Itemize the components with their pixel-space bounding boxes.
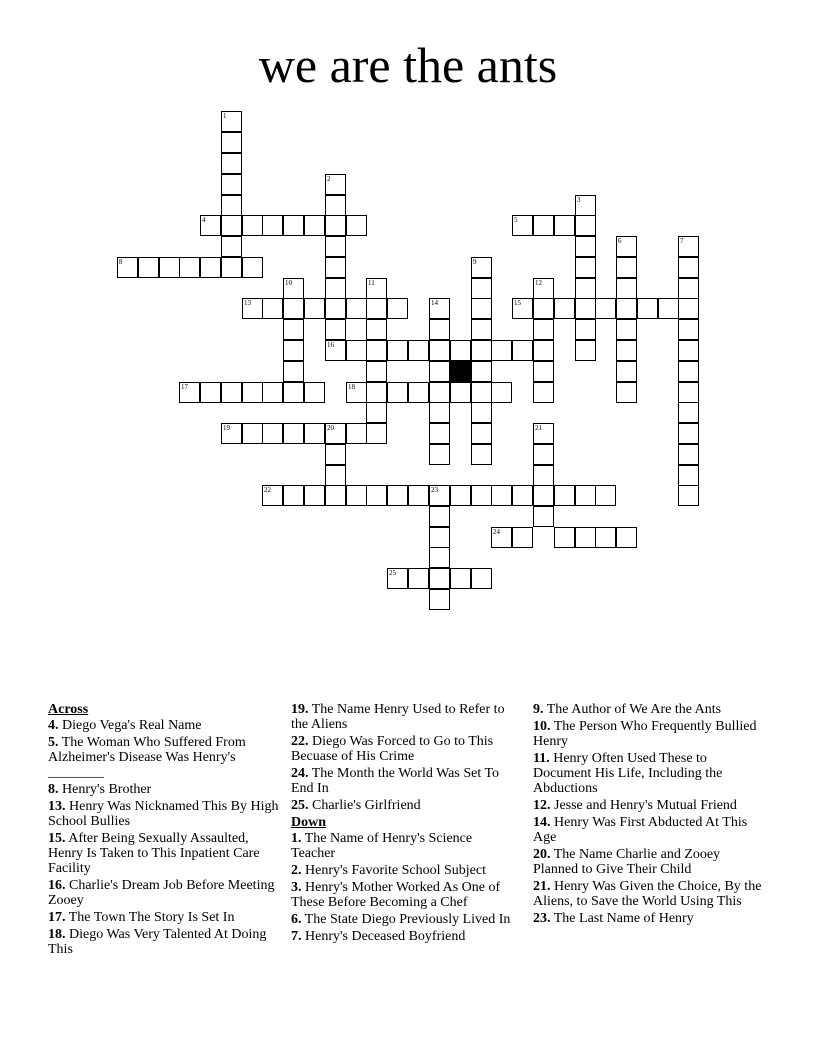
clue-item	[533, 815, 763, 845]
grid-cell[interactable]	[533, 382, 554, 403]
grid-cell[interactable]	[387, 568, 408, 589]
grid-cell[interactable]	[554, 298, 575, 319]
grid-cell[interactable]	[366, 382, 387, 403]
clue-item	[48, 878, 280, 908]
grid-cell[interactable]	[491, 382, 512, 403]
grid-cell[interactable]	[346, 215, 367, 236]
grid-cell[interactable]	[429, 527, 450, 548]
clue-number: 7.	[291, 929, 302, 944]
clue-item	[533, 911, 763, 926]
clue-item	[291, 798, 516, 813]
grid-cell[interactable]	[678, 340, 699, 361]
clue-item	[48, 910, 280, 925]
grid-cell[interactable]	[221, 215, 242, 236]
clue-item	[533, 702, 763, 717]
grid-cell[interactable]	[262, 485, 283, 506]
grid-cell[interactable]	[304, 382, 325, 403]
clue-item	[48, 927, 280, 957]
grid-cell[interactable]	[471, 402, 492, 423]
clue-text: Henry's Brother	[58, 782, 152, 797]
grid-cell[interactable]	[575, 215, 596, 236]
clue-text: Jesse and Henry's Mutual Friend	[550, 798, 737, 813]
clue-item	[533, 751, 763, 796]
grid-cell[interactable]	[575, 236, 596, 257]
clue-text: Diego Vega's Real Name	[58, 718, 202, 733]
page-title: we are the ants	[258, 37, 558, 93]
grid-cell[interactable]	[262, 215, 283, 236]
grid-cell[interactable]	[471, 278, 492, 299]
clue-item	[291, 831, 516, 861]
grid-cell[interactable]	[283, 382, 304, 403]
clue-column-1	[48, 702, 280, 959]
grid-cell[interactable]	[512, 527, 533, 548]
grid-cell[interactable]	[471, 382, 492, 403]
clue-number: 13.	[48, 799, 66, 814]
clue-item	[48, 831, 280, 876]
grid-cell[interactable]	[262, 382, 283, 403]
clue-heading: Across	[48, 702, 89, 717]
clue-text: The Last Name of Henry	[550, 911, 694, 926]
grid-cell[interactable]	[366, 340, 387, 361]
clue-item	[291, 766, 516, 796]
grid-cell[interactable]	[283, 278, 304, 299]
clue-number: 24	[493, 528, 500, 536]
clue-number: 22	[264, 486, 271, 494]
clue-number: 19.	[291, 702, 309, 717]
clue-number: 19	[223, 424, 230, 432]
grid-cell[interactable]	[678, 257, 699, 278]
grid-cell[interactable]	[678, 465, 699, 486]
grid-cell[interactable]	[595, 527, 616, 548]
grid-cell[interactable]	[512, 340, 533, 361]
clue-number: 20	[327, 424, 334, 432]
clue-text: The Month the World Was Set To End In	[291, 766, 500, 796]
grid-cell[interactable]	[678, 319, 699, 340]
grid-cell[interactable]	[678, 298, 699, 319]
grid-cell[interactable]	[512, 298, 533, 319]
clue-number: 7	[680, 237, 684, 245]
clue-number: 2.	[291, 863, 302, 878]
grid-cell[interactable]	[325, 257, 346, 278]
grid-cell[interactable]	[408, 485, 429, 506]
grid-cell[interactable]	[429, 444, 450, 465]
grid-cell[interactable]	[408, 382, 429, 403]
grid-cell[interactable]	[533, 444, 554, 465]
clue-column-3	[533, 702, 763, 928]
clue-number: 5	[514, 216, 518, 224]
grid-cell[interactable]	[221, 236, 242, 257]
grid-cell[interactable]	[575, 195, 596, 216]
grid-cell[interactable]	[450, 485, 471, 506]
clue-text: Henry Was Nicknamed This By High School Bullies	[48, 799, 279, 829]
clue-number: 1	[223, 112, 227, 120]
clue-number: 14	[431, 299, 438, 307]
clue-text: The Author of We Are the Ants	[543, 702, 722, 717]
grid-cell[interactable]	[575, 257, 596, 278]
grid-cell[interactable]	[637, 298, 658, 319]
grid-cell[interactable]	[616, 319, 637, 340]
grid-cell[interactable]	[678, 382, 699, 403]
clue-text: The Town The Story Is Set In	[65, 910, 235, 925]
clue-item	[533, 719, 763, 749]
clue-heading: Down	[291, 815, 327, 830]
grid-cell[interactable]	[450, 568, 471, 589]
grid-cell[interactable]	[179, 382, 200, 403]
grid-cell[interactable]	[471, 568, 492, 589]
clue-item	[291, 863, 516, 878]
grid-cell[interactable]	[471, 361, 492, 382]
grid-cell[interactable]	[512, 485, 533, 506]
grid-cell[interactable]	[554, 215, 575, 236]
clue-text: Henry Was Given the Choice, By the Aliens, to Save the World Using This	[533, 879, 762, 909]
grid-cell[interactable]	[512, 215, 533, 236]
grid-cell[interactable]	[325, 485, 346, 506]
grid-cell[interactable]	[533, 361, 554, 382]
grid-cell[interactable]	[304, 298, 325, 319]
grid-cell[interactable]	[262, 298, 283, 319]
clue-text: Henry Often Used These to Document His Life, Including the Abductions	[533, 751, 723, 796]
clue-number: 4.	[48, 718, 59, 733]
grid-cell[interactable]	[678, 236, 699, 257]
grid-cell[interactable]	[429, 382, 450, 403]
grid-cell[interactable]	[429, 506, 450, 527]
clue-number: 15	[514, 299, 521, 307]
grid-cell[interactable]	[533, 298, 554, 319]
clue-number: 17	[181, 383, 188, 391]
grid-cell[interactable]	[221, 423, 242, 444]
clue-number: 11	[368, 279, 375, 287]
grid-cell[interactable]	[595, 298, 616, 319]
clue-number: 4	[202, 216, 206, 224]
grid-cell[interactable]	[242, 382, 263, 403]
grid-cell[interactable]	[200, 257, 221, 278]
clue-number: 23	[431, 486, 438, 494]
grid-cell[interactable]	[429, 402, 450, 423]
grid-cell[interactable]	[221, 111, 242, 132]
grid-cell[interactable]	[242, 215, 263, 236]
grid-cell[interactable]	[429, 589, 450, 610]
grid-cell[interactable]	[200, 382, 221, 403]
grid-cell[interactable]	[408, 340, 429, 361]
grid-cell[interactable]	[595, 485, 616, 506]
grid-cell[interactable]	[387, 485, 408, 506]
grid-cell[interactable]	[429, 319, 450, 340]
grid-cell[interactable]	[221, 153, 242, 174]
clue-text: The Person Who Frequently Bullied Henry	[533, 719, 757, 749]
grid-cell[interactable]	[325, 215, 346, 236]
clue-text: Charlie's Girlfriend	[308, 798, 421, 813]
clue-text: The Name Charlie and Zooey Planned to Give Their Child	[533, 847, 721, 877]
grid-cell[interactable]	[366, 361, 387, 382]
grid-cell[interactable]	[616, 257, 637, 278]
clue-number: 13	[244, 299, 251, 307]
clue-number: 6.	[291, 912, 302, 927]
clue-number: 3	[577, 196, 581, 204]
clue-item	[48, 718, 280, 733]
grid-cell[interactable]	[471, 340, 492, 361]
clue-number: 5.	[48, 735, 59, 750]
clue-number: 10	[285, 279, 292, 287]
clue-number: 24.	[291, 766, 309, 781]
clue-number: 9	[473, 258, 477, 266]
clue-number: 25.	[291, 798, 309, 813]
grid-cell[interactable]	[221, 195, 242, 216]
clue-item	[533, 798, 763, 813]
grid-cell[interactable]	[325, 465, 346, 486]
grid-cell[interactable]	[554, 527, 575, 548]
clue-number: 11.	[533, 751, 550, 766]
clue-number: 12.	[533, 798, 551, 813]
grid-cell[interactable]	[283, 361, 304, 382]
clue-number: 21	[535, 424, 542, 432]
grid-cell[interactable]	[471, 444, 492, 465]
clue-text: Henry's Deceased Boyfriend	[301, 929, 466, 944]
clue-number: 17.	[48, 910, 66, 925]
clue-number: 16	[327, 341, 334, 349]
grid-cell[interactable]	[616, 527, 637, 548]
grid-cell[interactable]	[242, 423, 263, 444]
grid-cell[interactable]	[533, 319, 554, 340]
grid-cell[interactable]	[325, 236, 346, 257]
clue-text: The Name Henry Used to Refer to the Aliens	[291, 702, 505, 732]
grid-cell[interactable]	[450, 382, 471, 403]
grid-cell[interactable]	[325, 195, 346, 216]
grid-cell[interactable]	[325, 340, 346, 361]
grid-cell[interactable]	[678, 361, 699, 382]
grid-cell[interactable]	[366, 319, 387, 340]
grid-cell[interactable]	[450, 340, 471, 361]
grid-cell[interactable]	[346, 298, 367, 319]
grid-cell[interactable]	[429, 568, 450, 589]
clue-number: 8.	[48, 782, 59, 797]
grid-cell[interactable]	[200, 215, 221, 236]
clue-number: 20.	[533, 847, 551, 862]
grid-cell[interactable]	[387, 340, 408, 361]
clue-item	[291, 734, 516, 764]
grid-cell[interactable]	[491, 485, 512, 506]
clue-number: 8	[119, 258, 123, 266]
grid-cell[interactable]	[304, 215, 325, 236]
grid-cell[interactable]	[283, 319, 304, 340]
grid-cell[interactable]	[346, 340, 367, 361]
grid-cell[interactable]	[471, 298, 492, 319]
clue-column-2	[291, 702, 516, 946]
grid-cell[interactable]	[387, 382, 408, 403]
clue-number: 16.	[48, 878, 66, 893]
clue-number: 14.	[533, 815, 551, 830]
grid-cell[interactable]	[678, 444, 699, 465]
grid-cell[interactable]	[471, 423, 492, 444]
grid-cell[interactable]	[575, 527, 596, 548]
grid-cell[interactable]	[366, 485, 387, 506]
clue-number: 12	[535, 279, 542, 287]
grid-cell[interactable]	[283, 423, 304, 444]
grid-cell[interactable]	[429, 547, 450, 568]
grid-cell[interactable]	[304, 423, 325, 444]
grid-cell[interactable]	[678, 402, 699, 423]
grid-cell[interactable]	[533, 485, 554, 506]
grid-cell[interactable]	[159, 257, 180, 278]
clue-text: Henry's Mother Worked As One of These Before Becoming a Chef	[291, 880, 501, 910]
grid-cell[interactable]	[616, 340, 637, 361]
grid-cell[interactable]	[429, 485, 450, 506]
grid-cell[interactable]	[616, 298, 637, 319]
clue-text: Charlie's Dream Job Before Meeting Zooey	[48, 878, 275, 908]
grid-cell[interactable]	[429, 423, 450, 444]
grid-cell[interactable]	[283, 298, 304, 319]
grid-cell[interactable]	[387, 298, 408, 319]
grid-cell[interactable]	[533, 465, 554, 486]
clue-item	[48, 799, 280, 829]
clue-number: 18	[348, 383, 355, 391]
grid-cell[interactable]	[325, 319, 346, 340]
clue-item	[291, 912, 516, 927]
grid-cell[interactable]	[221, 174, 242, 195]
grid-cell[interactable]	[616, 382, 637, 403]
clue-text: Henry Was First Abducted At This Age	[533, 815, 748, 845]
clue-text: The State Diego Previously Lived In	[301, 912, 511, 927]
clue-number: 15.	[48, 831, 66, 846]
grid-cell[interactable]	[658, 298, 679, 319]
grid-cell[interactable]	[117, 257, 138, 278]
grid-cell[interactable]	[346, 423, 367, 444]
grid-cell[interactable]	[366, 278, 387, 299]
grid-cell[interactable]	[221, 132, 242, 153]
grid-cell[interactable]	[283, 215, 304, 236]
grid-cell[interactable]	[616, 361, 637, 382]
grid-cell[interactable]	[366, 402, 387, 423]
grid-cell[interactable]	[346, 382, 367, 403]
grid-cell[interactable]	[262, 423, 283, 444]
clue-number: 3.	[291, 880, 302, 895]
grid-cell[interactable]	[283, 340, 304, 361]
clue-item	[533, 879, 763, 909]
grid-cell[interactable]	[678, 485, 699, 506]
clue-item	[291, 929, 516, 944]
clue-text: Diego Was Very Talented At Doing This	[48, 927, 267, 957]
clue-text: Henry's Favorite School Subject	[301, 863, 486, 878]
grid-cell[interactable]	[678, 278, 699, 299]
grid-cell[interactable]	[325, 278, 346, 299]
grid-cell[interactable]	[533, 215, 554, 236]
grid-cell[interactable]	[304, 485, 325, 506]
grid-cell[interactable]	[575, 319, 596, 340]
grid-cell[interactable]	[471, 257, 492, 278]
clue-text: Diego Was Forced to Go to This Becuase of His Crime	[291, 734, 494, 764]
grid-cell[interactable]	[221, 382, 242, 403]
grid-cell[interactable]	[471, 485, 492, 506]
clue-number: 10.	[533, 719, 551, 734]
grid-cell[interactable]	[366, 423, 387, 444]
grid-cell[interactable]	[533, 340, 554, 361]
grid-cell[interactable]	[533, 278, 554, 299]
grid-cell[interactable]	[616, 236, 637, 257]
clue-text: After Being Sexually Assaulted, Henry Is Taken to This Inpatient Care Facility	[48, 831, 260, 876]
grid-cell[interactable]	[575, 278, 596, 299]
grid-cell[interactable]	[325, 298, 346, 319]
grid-cell[interactable]	[575, 340, 596, 361]
grid-cell[interactable]	[491, 340, 512, 361]
clue-number: 6	[618, 237, 622, 245]
clue-number: 22.	[291, 734, 309, 749]
grid-cell[interactable]	[429, 361, 450, 382]
clue-number: 23.	[533, 911, 551, 926]
grid-cell[interactable]	[179, 257, 200, 278]
grid-cell[interactable]	[325, 423, 346, 444]
grid-cell[interactable]	[575, 485, 596, 506]
grid-cell[interactable]	[554, 485, 575, 506]
grid-cell[interactable]	[533, 423, 554, 444]
black-cell	[450, 361, 471, 382]
clue-number: 25	[389, 569, 396, 577]
clue-item	[533, 847, 763, 877]
grid-cell[interactable]	[346, 485, 367, 506]
grid-cell[interactable]	[242, 298, 263, 319]
clue-item	[48, 735, 280, 780]
clue-number: 2	[327, 175, 331, 183]
grid-cell[interactable]	[491, 527, 512, 548]
grid-cell[interactable]	[471, 319, 492, 340]
grid-cell[interactable]	[678, 423, 699, 444]
grid-cell[interactable]	[221, 257, 242, 278]
grid-cell[interactable]	[325, 174, 346, 195]
grid-cell[interactable]	[283, 485, 304, 506]
clue-number: 18.	[48, 927, 66, 942]
grid-cell[interactable]	[429, 340, 450, 361]
clue-text: The Name of Henry's Science Teacher	[291, 831, 473, 861]
grid-cell[interactable]	[138, 257, 159, 278]
clue-number: 9.	[533, 702, 544, 717]
grid-cell[interactable]	[533, 506, 554, 527]
clue-item	[291, 702, 516, 732]
clue-number: 1.	[291, 831, 302, 846]
grid-cell[interactable]	[429, 298, 450, 319]
grid-cell[interactable]	[575, 298, 596, 319]
grid-cell[interactable]	[242, 257, 263, 278]
clue-number: 21.	[533, 879, 551, 894]
clue-item	[291, 880, 516, 910]
grid-cell[interactable]	[616, 278, 637, 299]
grid-cell[interactable]	[325, 444, 346, 465]
grid-cell[interactable]	[366, 298, 387, 319]
clue-text: The Woman Who Suffered From Alzheimer's Disease Was Henry's ________	[48, 735, 246, 780]
grid-cell[interactable]	[408, 568, 429, 589]
clue-item	[48, 782, 280, 797]
